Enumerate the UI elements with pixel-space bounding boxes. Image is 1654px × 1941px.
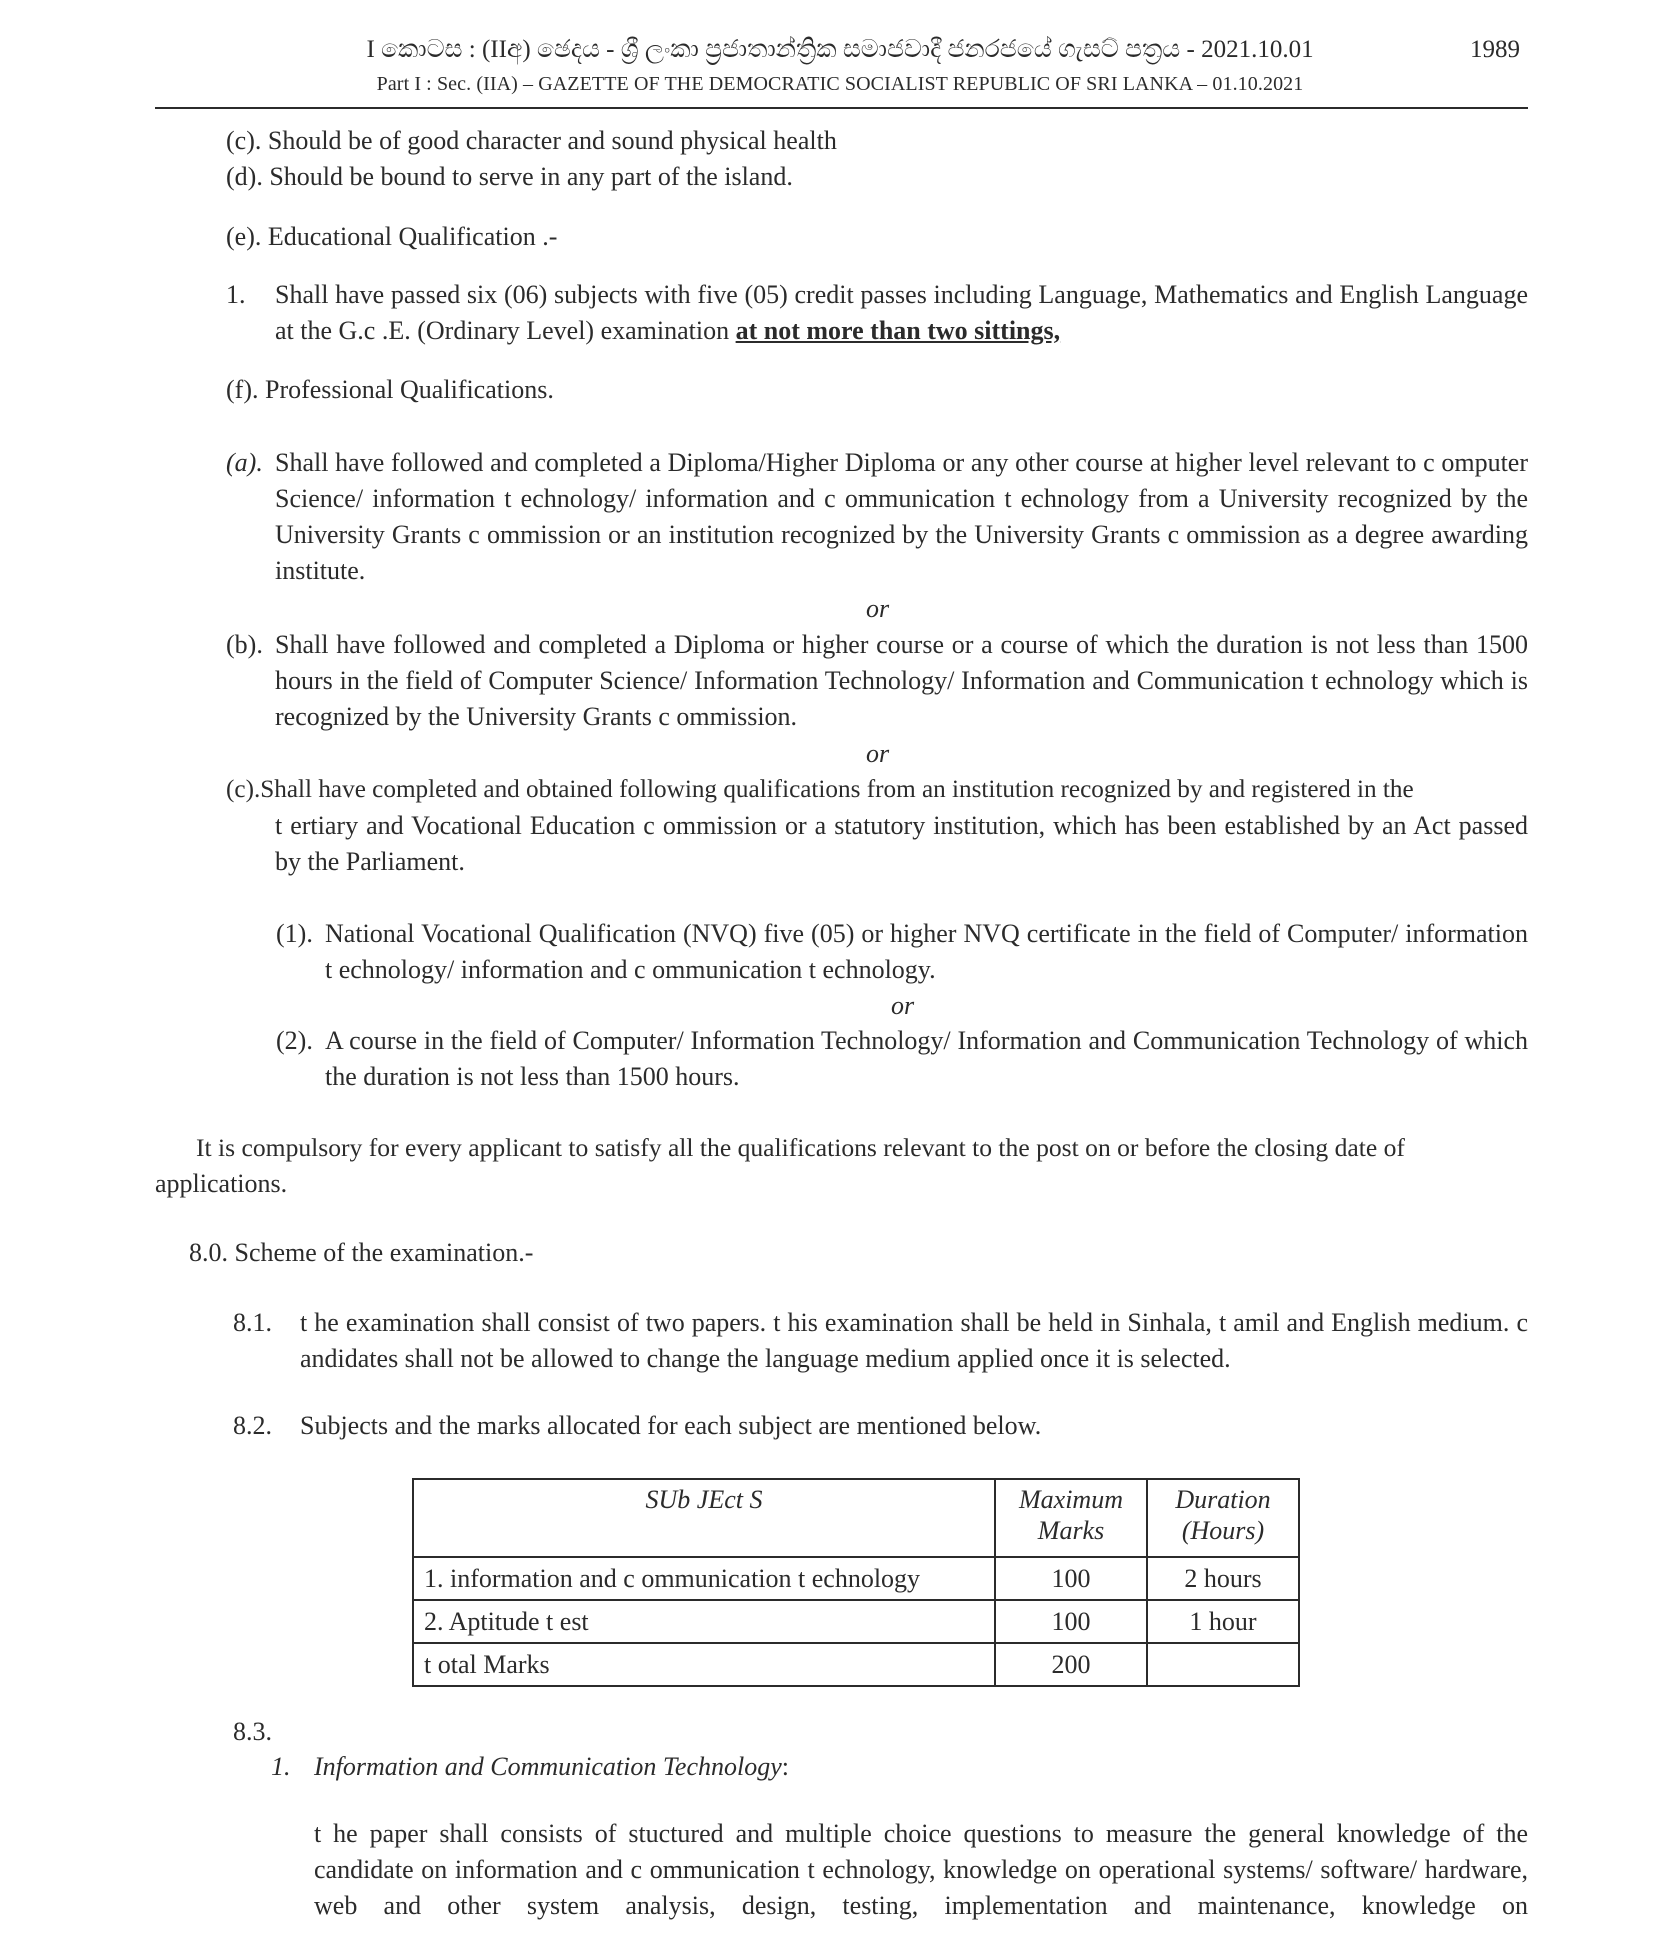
item-d-text: Should be bound to serve in any part of the island. <box>269 162 793 191</box>
item-e1-emphasis: at not more than two sittings, <box>735 316 1061 345</box>
section-8-3-paragraph <box>314 1816 1528 1924</box>
section-8-3-paragraph-text: t he paper shall consists of stuctured and multiple choice questions to measure the general knowledge of the candidate on information and c ommunication t echnology, knowledge on operational systems/ software/ hardware, web and other system analysis, design, testing, implementation and maintenance, knowledge on <box>314 1819 1528 1920</box>
section-8-1-label: 8.1. <box>233 1308 272 1337</box>
item-fb <box>226 627 1528 735</box>
section-8-2-label: 8.2. <box>233 1411 272 1440</box>
item-fc-first <box>226 772 1414 808</box>
section-8-3-1 <box>271 1749 789 1785</box>
item-fc-rest <box>275 808 1528 880</box>
item-fb-text: Shall have followed and completed a Diploma or higher course or a course of which the duration is not less than 1500 hours in the field of Computer Science/ Information Technology/ Information and Communication t echnology which is recognized by the University Grants c ommission. <box>275 630 1528 731</box>
item-fc2 <box>276 1023 1528 1095</box>
or-separator-1: or <box>866 594 890 623</box>
header-duration-line1: Duration <box>1175 1485 1271 1514</box>
header-duration <box>1147 1479 1299 1557</box>
compulsory-line-2: applications. <box>155 1169 288 1198</box>
table-row <box>413 1600 1299 1643</box>
header-english: Part I : Sec. (IIA) – GAZETTE OF THE DEMOCRATIC SOCIALIST REPUBLIC OF SRI LANKA – 01.10.2021 <box>376 73 1304 95</box>
page-number: 1989 <box>1470 36 1520 63</box>
header-duration-line2: (Hours) <box>1181 1516 1265 1545</box>
item-fc2-text: A course in the field of Computer/ Information Technology/ Information and Communication Technology of which the duration is not less than 1500 hours. <box>325 1026 1528 1091</box>
item-e1 <box>226 277 1528 349</box>
item-f-label: (f). <box>226 375 259 404</box>
row-marks: 100 <box>995 1557 1147 1600</box>
row-marks: 100 <box>995 1600 1147 1643</box>
section-8-3-1-label: 1. <box>271 1752 291 1781</box>
header-subjects: SUb JEct S <box>413 1479 995 1557</box>
table-row <box>413 1643 1299 1686</box>
header-max-marks-line2: Marks <box>1037 1516 1105 1545</box>
or-separator-2: or <box>866 739 890 768</box>
item-f <box>226 372 554 408</box>
header-rule <box>155 107 1528 109</box>
item-fc2-label: (2). <box>276 1026 313 1055</box>
table-header-row <box>413 1479 1299 1557</box>
header-sinhala <box>300 36 1380 64</box>
section-8-2 <box>233 1408 1042 1444</box>
header-max-marks-line1: Maximum <box>1019 1485 1123 1514</box>
item-fb-label: (b). <box>226 630 263 659</box>
section-8-3-1-title-text: Information and Communication Technology <box>314 1752 782 1781</box>
marks-table <box>412 1478 1300 1687</box>
section-8-1 <box>233 1305 1528 1377</box>
item-fc-rest-text: t ertiary and Vocational Education c ommission or a statutory institution, which has been established by an Act passed by the Parliament. <box>275 811 1528 876</box>
item-fc1 <box>276 916 1528 988</box>
item-fa-label: (a). <box>226 448 263 477</box>
section-8-3-label: 8.3. <box>233 1717 272 1746</box>
row-duration <box>1147 1643 1299 1686</box>
item-e <box>226 219 557 255</box>
item-e-label: (e). <box>226 222 262 251</box>
item-fa-text: Shall have followed and completed a Diploma/Higher Diploma or any other course at higher level relevant to c omputer Science/ information t echnology/ information and c ommunication t echnology from a University recognized by the University Grants c ommission or an institution recognized by the University Grants c ommission as a degree awarding institute. <box>275 448 1528 585</box>
item-fc-first-text: Shall have completed and obtained following qualifications from an institution recognized by and registered in the <box>260 776 1414 803</box>
row-duration: 1 hour <box>1147 1600 1299 1643</box>
section-8-0: 8.0. Scheme of the examination.- <box>189 1238 534 1267</box>
item-fc1-text: National Vocational Qualification (NVQ) five (05) or higher NVQ certificate in the field of Computer/ information t echnology/ information and c ommunication t echnology. <box>325 919 1528 984</box>
header-max-marks <box>995 1479 1147 1557</box>
item-fc1-label: (1). <box>276 919 313 948</box>
section-8-3-1-colon: : <box>781 1752 789 1781</box>
table-row <box>413 1557 1299 1600</box>
item-fc-label: (c). <box>226 776 261 803</box>
item-e1-label: 1. <box>226 280 246 309</box>
row-duration: 2 hours <box>1147 1557 1299 1600</box>
header-sinhala-date: 2021.10.01 <box>1201 36 1314 63</box>
row-subject: 2. Aptitude t est <box>413 1600 995 1643</box>
section-8-2-text: Subjects and the marks allocated for each subject are mentioned below. <box>300 1411 1042 1440</box>
item-e-text: Educational Qualification .- <box>267 222 558 251</box>
or-separator-3: or <box>891 991 915 1020</box>
row-subject: 1. information and c ommunication t echnology <box>413 1557 995 1600</box>
item-c-text: Should be of good character and sound physical health <box>267 126 837 155</box>
item-f-text: Professional Qualifications. <box>264 375 554 404</box>
row-subject: t otal Marks <box>413 1643 995 1686</box>
item-fa <box>226 445 1528 589</box>
item-d <box>226 159 793 195</box>
header-sinhala-text: I කොටස : (IIඅ) ඡෙදය - ශ්‍රී ලංකා ප්‍රජාතාන්ත්‍රික සමාජවාදී ජනරජයේ ගැසට් පත්‍රය - <box>366 36 1202 63</box>
compulsory-line-1: It is compulsory for every applicant to satisfy all the qualifications relevant to the post on or before the closing date of <box>196 1133 1405 1162</box>
row-marks: 200 <box>995 1643 1147 1686</box>
item-e1-body <box>275 277 1528 349</box>
item-d-label: (d). <box>226 162 263 191</box>
item-c-label: (c). <box>226 126 262 155</box>
section-8-1-text: t he examination shall consist of two papers. t his examination shall be held in Sinhala, t amil and English medium. c andidates shall not be allowed to change the language medium applied once it is selected. <box>300 1308 1528 1373</box>
item-e1-text: Shall have passed six (06) subjects with five (05) credit passes including Language, Mathematics and English Language at the G.c .E. (Ordinary Level) examination <box>275 280 1528 345</box>
section-8-3-1-title <box>314 1749 789 1785</box>
item-c <box>226 123 837 159</box>
